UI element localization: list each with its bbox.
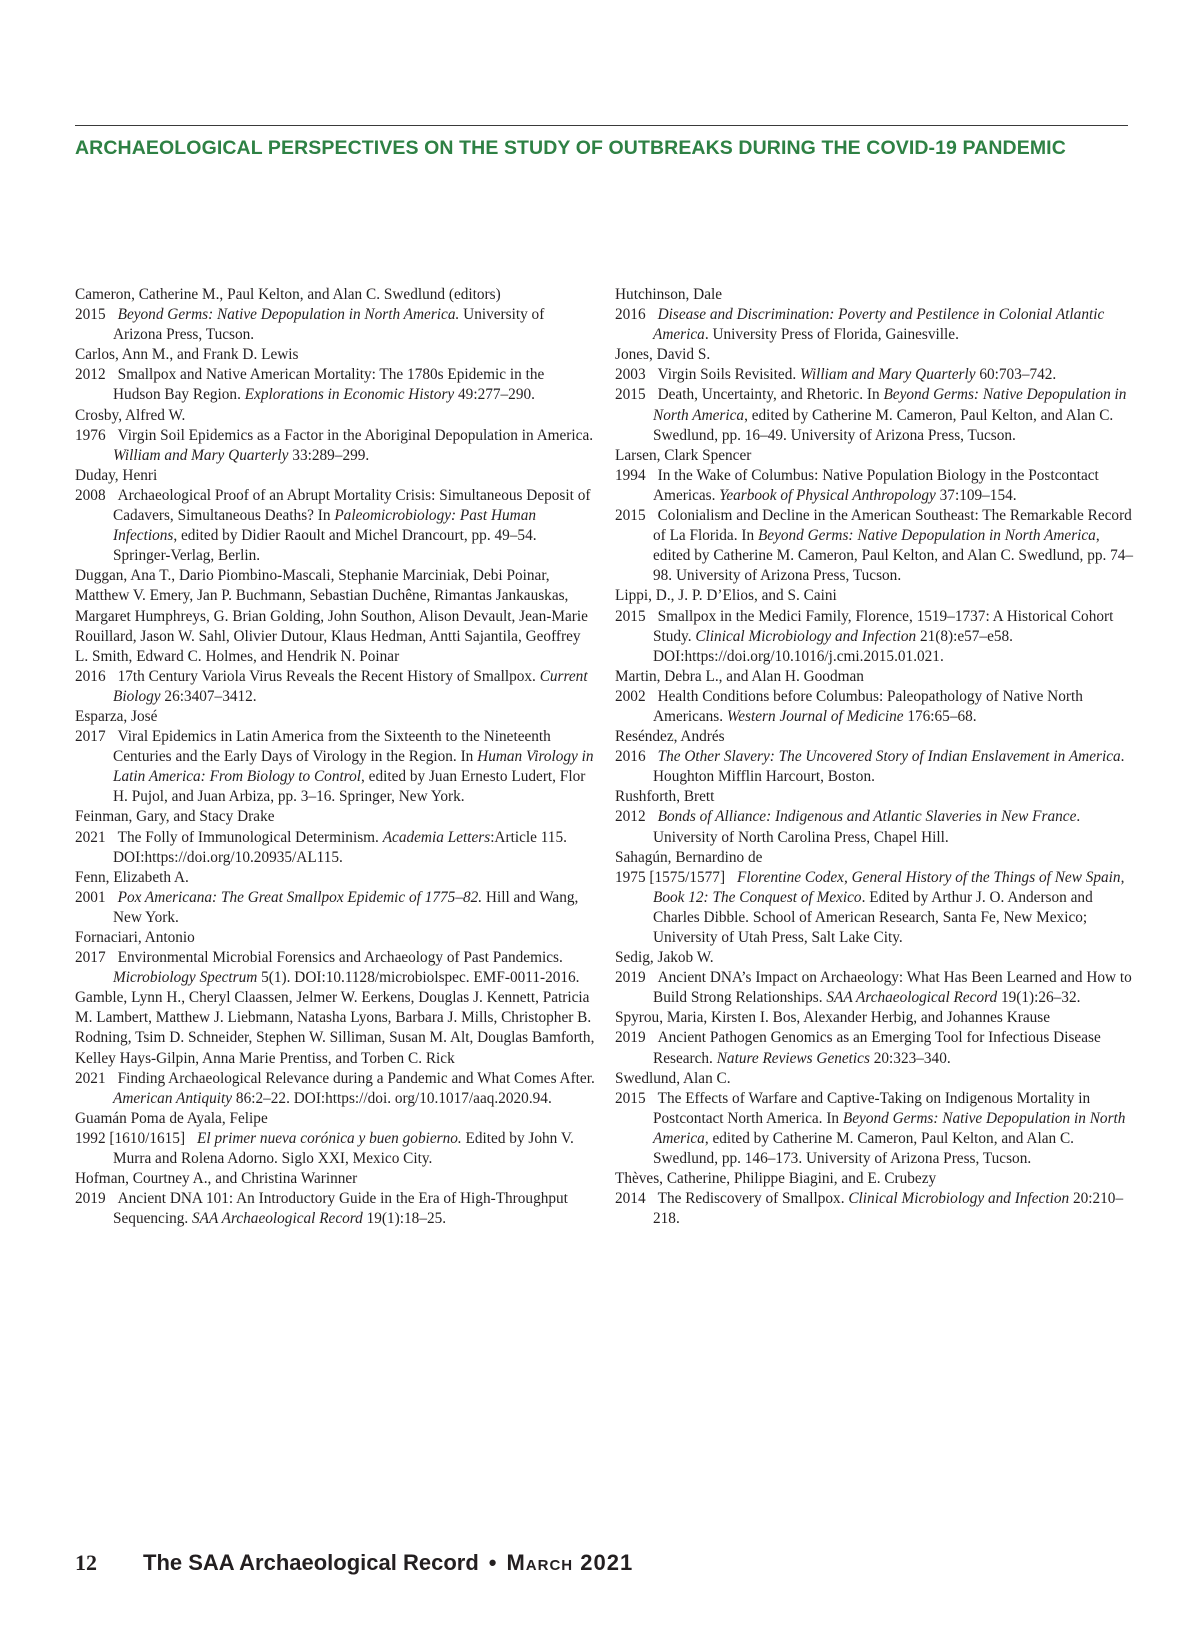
- reference-title-italic: Human Virology in Latin America: From Biology to Control: [113, 748, 594, 786]
- reference-entry: [615, 1089, 1135, 1169]
- reference-item: [75, 807, 595, 867]
- reference-text: 20:323–340.: [869, 1049, 951, 1067]
- reference-title-italic: SAA Archaeological Record: [826, 989, 998, 1007]
- reference-entry: [75, 888, 595, 928]
- reference-year: 2015: [615, 507, 646, 525]
- reference-author: Duggan, Ana T., Dario Piombino-Mascali, Stephanie Marciniak, Debi Poinar, Matthew V. Emery, Jan P. Buchmann, Sebastian Duchêne, Rimantas Jankauskas, Margaret Humphreys, G. Brian Golding, John Southon, Alison Devault, Jean-Marie Rouillard, Jason W. Sahl, Olivier Dutour, Klaus Hedman, Antti Sajantila, Geoffrey L. Smith, Edward C. Holmes, and Hendrik N. Poinar: [75, 567, 588, 665]
- reference-author: Esparza, José: [75, 707, 158, 725]
- reference-text: In the Wake of Columbus: Native Population Biology in the Postcontact Americas.: [653, 466, 1099, 504]
- reference-title-italic: Beyond Germs: Native Depopulation in North America: [653, 386, 1127, 424]
- reference-title-italic: Microbiology Spectrum: [113, 969, 258, 987]
- reference-text: Finding Archaeological Relevance during a Pandemic and What Comes After.: [117, 1069, 595, 1087]
- reference-entry: [615, 1189, 1135, 1229]
- reference-title-italic: The Other Slavery: The Uncovered Story of Indian Enslavement in America: [657, 748, 1121, 766]
- reference-author: Lippi, D., J. P. D’Elios, and S. Caini: [615, 587, 837, 605]
- reference-text: 49:277–290.: [454, 386, 535, 404]
- reference-title-italic: Western Journal of Medicine: [726, 707, 904, 725]
- reference-title-italic: Beyond Germs: Native Depopulation in North America.: [117, 306, 460, 324]
- reference-text: 17th Century Variola Virus Reveals the Recent History of Smallpox.: [117, 667, 540, 685]
- reference-item: [615, 948, 1135, 1008]
- reference-author: Reséndez, Andrés: [615, 728, 725, 746]
- reference-text: The Rediscovery of Smallpox.: [657, 1190, 849, 1208]
- reference-text: . University Press of Florida, Gainesville.: [704, 326, 959, 344]
- reference-author: Larsen, Clark Spencer: [615, 446, 752, 464]
- reference-text: 60:703–742.: [975, 366, 1057, 384]
- reference-title-italic: Clinical Microbiology and Infection: [848, 1190, 1070, 1208]
- reference-text: 26:3407–3412.: [160, 687, 257, 705]
- header-rule: [75, 125, 1128, 126]
- reference-year: 2003: [615, 366, 646, 384]
- reference-title-italic: Academia Letters: [382, 828, 491, 846]
- reference-entry: [615, 1028, 1135, 1068]
- issue-date: March 2021: [506, 1550, 634, 1575]
- reference-year: 2012: [615, 808, 646, 826]
- reference-year: 2016: [615, 306, 646, 324]
- reference-item: [75, 285, 595, 345]
- reference-year: 2016: [75, 667, 106, 685]
- reference-item: [75, 466, 595, 566]
- reference-year: 2019: [615, 1029, 646, 1047]
- reference-text: . Houghton Mifflin Harcourt, Boston.: [653, 748, 1125, 786]
- reference-author: Carlos, Ann M., and Frank D. Lewis: [75, 346, 299, 364]
- reference-entry: [615, 687, 1135, 727]
- reference-item: [75, 928, 595, 988]
- reference-item: [615, 446, 1135, 587]
- reference-entry: [75, 426, 595, 466]
- reference-entry: [615, 968, 1135, 1008]
- reference-text: The Effects of Warfare and Captive-Taking on Indigenous Mortality in Postcontact North America. In: [653, 1089, 1091, 1127]
- reference-text: 19(1):18–25.: [362, 1210, 447, 1228]
- reference-text: Smallpox and Native American Mortality: The 1780s Epidemic in the Hudson Bay Region.: [113, 366, 545, 404]
- reference-text: 86:2–22. DOI:https://doi. org/10.1017/aaq.2020.94.: [232, 1089, 552, 1107]
- reference-text: 37:109–154.: [935, 486, 1017, 504]
- reference-text: Edited by John V. Murra and Rolena Adorno. Siglo XXI, Mexico City.: [113, 1129, 574, 1168]
- reference-item: [75, 566, 595, 707]
- reference-author: Hutchinson, Dale: [615, 286, 723, 303]
- reference-title-italic: Beyond Germs: Native Depopulation in North America: [757, 527, 1096, 545]
- reference-text: Ancient DNA’s Impact on Archaeology: What Has Been Learned and How to Build Strong Relationships.: [653, 969, 1132, 1007]
- reference-author: Duday, Henri: [75, 466, 158, 484]
- reference-text: Health Conditions before Columbus: Paleopathology of Native North Americans.: [653, 687, 1083, 725]
- reference-title-italic: American Antiquity: [113, 1089, 233, 1107]
- reference-item: [75, 988, 595, 1109]
- reference-item: [75, 406, 595, 466]
- reference-title-italic: Paleomicrobiology: Past Human Infections: [113, 507, 536, 545]
- reference-title-italic: Explorations in Economic History: [244, 386, 455, 404]
- reference-author: Rushforth, Brett: [615, 788, 715, 806]
- reference-text: , edited by Juan Ernesto Ludert, Flor H. Pujol, and Juan Arbiza, pp. 3–16. Springer, New York.: [113, 768, 586, 806]
- reference-item: [615, 345, 1135, 445]
- references-left-column: [75, 285, 595, 1229]
- reference-author: Fornaciari, Antonio: [75, 929, 195, 946]
- reference-item: [75, 1109, 595, 1169]
- reference-text: , edited by Didier Raoult and Michel Drancourt, pp. 49–54. Springer-Verlag, Berlin.: [113, 527, 537, 565]
- reference-title-italic: William and Mary Quarterly: [800, 366, 976, 384]
- reference-item: [75, 345, 595, 405]
- reference-text: Environmental Microbial Forensics and Archaeology of Past Pandemics.: [117, 949, 563, 967]
- reference-text: Virgin Soil Epidemics as a Factor in the Aboriginal Depopulation in America.: [117, 426, 594, 444]
- reference-text: Virgin Soils Revisited.: [657, 366, 801, 384]
- reference-year: 2001: [75, 888, 106, 906]
- reference-author: Hofman, Courtney A., and Christina Warinner: [75, 1170, 358, 1188]
- footer-separator: •: [488, 1550, 497, 1575]
- reference-author: Fenn, Elizabeth A.: [75, 868, 189, 886]
- reference-year: 2002: [615, 687, 646, 705]
- reference-item: [615, 1169, 1135, 1229]
- reference-year: 2019: [75, 1190, 106, 1208]
- reference-entry: [75, 486, 595, 566]
- reference-year: 1976: [75, 426, 106, 444]
- journal-name: The SAA Archaeological Record: [143, 1550, 479, 1575]
- reference-text: Death, Uncertainty, and Rhetoric. In: [657, 386, 884, 404]
- reference-title-italic: Pox Americana: The Great Smallpox Epidemic of 1775–82.: [117, 888, 483, 906]
- reference-text: , edited by Catherine M. Cameron, Paul Kelton, and Alan C. Swedlund, pp. 16–49. University of Arizona Press, Tucson.: [653, 406, 1114, 444]
- reference-author: Gamble, Lynn H., Cheryl Claassen, Jelmer W. Eerkens, Douglas J. Kennett, Patricia M. Lambert, Matthew J. Liebmann, Natasha Lyons, Barbara J. Mills, Christopher B. Rodning, Tsim D. Schneider, Stephen W. Silliman, Susan M. Alt, Douglas Bamforth, Kelley Hays-Gilpin, Anna Marie Prentiss, and Torben C. Rick: [75, 989, 595, 1067]
- reference-author: Spyrou, Maria, Kirsten I. Bos, Alexander Herbig, and Johannes Krause: [615, 1009, 1051, 1027]
- reference-text: Smallpox in the Medici Family, Florence, 1519–1737: A Historical Cohort Study.: [653, 607, 1114, 645]
- reference-text: 176:65–68.: [903, 707, 977, 725]
- reference-entry: [75, 828, 595, 868]
- reference-year: 2017: [75, 949, 106, 967]
- page-header-title: ARCHAEOLOGICAL PERSPECTIVES ON THE STUDY OF OUTBREAKS DURING THE COVID-19 PANDEMIC: [75, 137, 1066, 159]
- reference-text: Colonialism and Decline in the American Southeast: The Remarkable Record of La Florida. In: [653, 507, 1132, 545]
- reference-text: 20:210–218.: [653, 1190, 1124, 1228]
- reference-year: 2016: [615, 748, 646, 766]
- reference-year: 1994: [615, 466, 646, 484]
- reference-text: Ancient DNA 101: An Introductory Guide in the Era of High-Throughput Sequencing.: [113, 1190, 568, 1228]
- reference-item: [615, 1008, 1135, 1068]
- reference-year: 2021: [75, 828, 106, 846]
- reference-item: [615, 787, 1135, 847]
- reference-entry: [615, 365, 1135, 385]
- reference-entry: [75, 1069, 595, 1109]
- reference-item: [75, 1169, 595, 1229]
- reference-title-italic: William and Mary Quarterly: [113, 446, 289, 464]
- reference-title-italic: Bonds of Alliance: Indigenous and Atlantic Slaveries in New France: [657, 808, 1077, 826]
- reference-entry: [75, 365, 595, 405]
- reference-author: Guamán Poma de Ayala, Felipe: [75, 1109, 268, 1127]
- reference-entry: [75, 667, 595, 707]
- reference-year: 2008: [75, 486, 106, 504]
- reference-text: 33:289–299.: [288, 446, 370, 464]
- reference-title-italic: Clinical Microbiology and Infection: [695, 627, 917, 645]
- reference-text: . University of North Carolina Press, Chapel Hill.: [653, 808, 1081, 846]
- reference-entry: [615, 868, 1135, 948]
- reference-entry: [615, 385, 1135, 445]
- reference-title-italic: Nature Reviews Genetics: [716, 1049, 870, 1067]
- reference-title-italic: Current Biology: [113, 667, 588, 705]
- reference-year: 2019: [615, 969, 646, 987]
- reference-title-italic: Beyond Germs: Native Depopulation in North America: [653, 1109, 1126, 1147]
- page-footer: [75, 1550, 633, 1576]
- reference-text: Archaeological Proof of an Abrupt Mortality Crisis: Simultaneous Deposit of Cadavers, Simultaneous Deaths? In: [113, 486, 591, 525]
- reference-text: :Article 115. DOI:https://doi.org/10.20935/AL115.: [113, 828, 567, 866]
- reference-item: [75, 868, 595, 928]
- reference-entry: [75, 727, 595, 807]
- reference-year: 2015: [615, 386, 646, 404]
- reference-item: [75, 707, 595, 807]
- reference-year: 2015: [75, 306, 106, 324]
- reference-author: Martin, Debra L., and Alan H. Goodman: [615, 667, 864, 685]
- reference-title-italic: Florentine Codex, General History of the Things of New Spain, Book 12: The Conquest of Mexico: [653, 868, 1125, 906]
- reference-text: , edited by Catherine M. Cameron, Paul Kelton, and Alan C. Swedlund, pp. 74–98. University of Arizona Press, Tucson.: [653, 527, 1134, 585]
- reference-author: Jones, David S.: [615, 346, 711, 364]
- reference-text: . Edited by Arthur J. O. Anderson and Charles Dibble. School of American Research, Santa Fe, New Mexico; University of Utah Press, Salt Lake City.: [653, 888, 1093, 946]
- reference-year: 2021: [75, 1069, 106, 1087]
- reference-author: Crosby, Alfred W.: [75, 406, 186, 424]
- reference-year: 1992 [1610/1615]: [75, 1129, 186, 1147]
- reference-title-italic: Disease and Discrimination: Poverty and Pestilence in Colonial Atlantic America: [653, 306, 1105, 344]
- reference-text: , edited by Catherine M. Cameron, Paul Kelton, and Alan C. Swedlund, pp. 146–173. University of Arizona Press, Tucson.: [653, 1129, 1075, 1168]
- reference-title-italic: Yearbook of Physical Anthropology: [719, 486, 936, 504]
- reference-text: University of Arizona Press, Tucson.: [113, 306, 545, 344]
- reference-author: Feinman, Gary, and Stacy Drake: [75, 808, 275, 826]
- reference-entry: [615, 305, 1135, 345]
- reference-text: The Folly of Immunological Determinism.: [117, 828, 383, 846]
- reference-item: [615, 727, 1135, 787]
- reference-entry: [615, 807, 1135, 847]
- reference-entry: [75, 1129, 595, 1169]
- reference-text: Viral Epidemics in Latin America from the Sixteenth to the Nineteenth Centuries and the Early Days of Virology in the Region. In: [113, 728, 551, 766]
- reference-entry: [75, 1189, 595, 1229]
- reference-item: [615, 586, 1135, 666]
- reference-year: 1975 [1575/1577]: [615, 868, 726, 886]
- reference-text: Hill and Wang, New York.: [113, 888, 579, 926]
- reference-entry: [75, 305, 595, 345]
- reference-entry: [75, 948, 595, 988]
- reference-entry: [615, 506, 1135, 586]
- reference-text: 19(1):26–32.: [997, 989, 1081, 1007]
- reference-entry: [615, 466, 1135, 506]
- reference-year: 2014: [615, 1190, 646, 1208]
- reference-entry: [615, 747, 1135, 787]
- reference-author: Sahagún, Bernardino de: [615, 848, 763, 866]
- reference-author: Cameron, Catherine M., Paul Kelton, and Alan C. Swedlund (editors): [75, 286, 501, 303]
- reference-author: Swedlund, Alan C.: [615, 1069, 731, 1087]
- reference-title-italic: El primer nueva corónica y buen gobierno.: [197, 1129, 462, 1147]
- reference-item: [615, 285, 1135, 345]
- reference-item: [615, 667, 1135, 727]
- reference-year: 2017: [75, 728, 106, 746]
- reference-text: 21(8):e57–e58. DOI:https://doi.org/10.1016/j.cmi.2015.01.021.: [653, 627, 1013, 665]
- reference-author: Sedig, Jakob W.: [615, 949, 714, 967]
- reference-item: [615, 1069, 1135, 1169]
- reference-text: Ancient Pathogen Genomics as an Emerging Tool for Infectious Disease Research.: [653, 1029, 1101, 1067]
- reference-entry: [615, 607, 1135, 667]
- reference-title-italic: SAA Archaeological Record: [192, 1210, 363, 1228]
- reference-author: Thèves, Catherine, Philippe Biagini, and E. Crubezy: [615, 1170, 937, 1188]
- reference-item: [615, 848, 1135, 948]
- page-number: 12: [75, 1550, 97, 1575]
- references-right-column: [615, 285, 1135, 1229]
- reference-year: 2015: [615, 607, 646, 625]
- reference-text: 5(1). DOI:10.1128/microbiolspec. EMF-0011-2016.: [257, 969, 580, 987]
- reference-year: 2015: [615, 1089, 646, 1107]
- reference-year: 2012: [75, 366, 106, 384]
